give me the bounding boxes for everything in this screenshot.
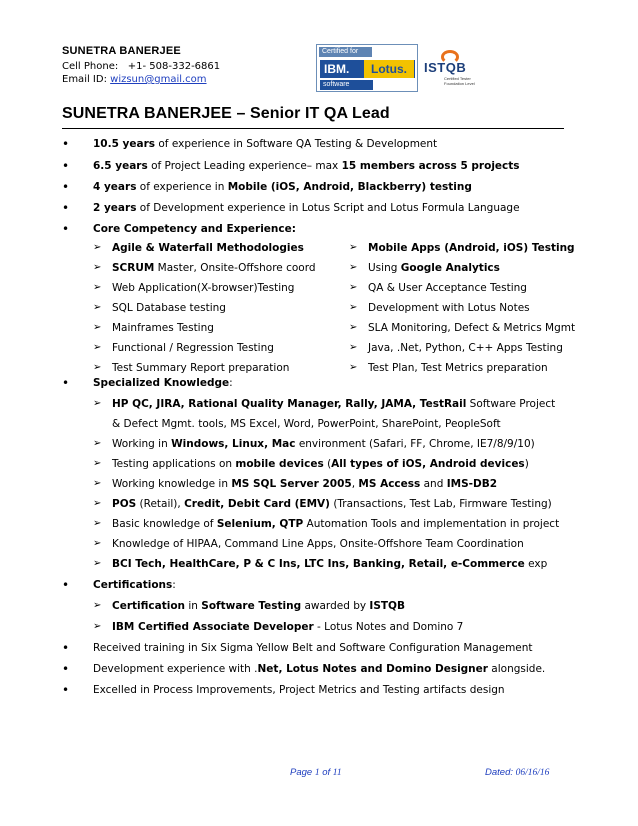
arrow-bullet-icon: ➢ <box>93 398 102 409</box>
title-divider <box>62 128 564 129</box>
competency-text: QA & User Acceptance Testing <box>368 282 527 294</box>
competency-text: Functional / Regression Testing <box>112 342 274 354</box>
spec-bold: HP QC, JIRA, Rational Quality Manager, Rally, JAMA, TestRail <box>112 398 467 410</box>
cert-text: - Lotus Notes and Domino 7 <box>313 621 464 633</box>
bullet-dot-icon: • <box>62 159 70 173</box>
bullet-bold: 2 years <box>93 202 137 214</box>
ibm-certified-text: Certified for <box>319 47 372 57</box>
email-link[interactable]: wizsun@gmail.com <box>110 74 207 85</box>
spec-bold: BCI Tech, HealthCare, P & C Ins, LTC Ins, Banking, Retail, e-Commerce <box>112 558 525 570</box>
cert-bold: Software Testing <box>201 600 302 612</box>
arrow-bullet-icon: ➢ <box>93 302 102 313</box>
cert-bold: Certification <box>112 600 186 612</box>
bullet-text: Excelled in Process Improvements, Project Metrics and Testing artifacts design <box>93 684 505 696</box>
cert-text: in <box>185 600 202 612</box>
bullet-dot-icon: • <box>62 376 70 390</box>
software-text: software <box>320 80 373 90</box>
spec-text: and <box>420 478 447 490</box>
competency-text: SQL Database testing <box>112 302 226 314</box>
bullet-text: of Project Leading experience– max <box>147 160 342 172</box>
spec-bold: IMS-DB2 <box>446 478 498 490</box>
istqb-subtext: Certified Tester Foundation Level <box>444 76 475 86</box>
spec-text: , <box>351 478 359 490</box>
bullet-bold: Specialized Knowledge <box>93 377 230 389</box>
header-name: SUNETRA BANERJEE <box>62 45 181 57</box>
bullet-bold: 6.5 years <box>93 160 148 172</box>
spec-bold: MS SQL Server 2005 <box>231 478 352 490</box>
spec-text: (Transactions, Test Lab, Firmware Testing) <box>329 498 552 510</box>
page-label: Page <box>290 767 315 778</box>
spec-bold: Selenium, QTP <box>216 518 304 530</box>
spec-bold: All types of iOS, Android devices <box>331 458 525 470</box>
bullet-text: of experience in Software QA Testing & Development <box>155 138 438 150</box>
spec-text: Software Project <box>466 398 556 410</box>
cert-bold: IBM Certified Associate Developer <box>112 621 314 633</box>
cert-bold: ISTQB <box>369 600 405 612</box>
phone-label: Cell Phone: <box>62 61 119 72</box>
header-phone <box>62 61 220 72</box>
bullet-bold: Core Competency and Experience: <box>93 223 296 235</box>
arrow-bullet-icon: ➢ <box>349 302 358 313</box>
spec-text: Basic knowledge of <box>112 518 217 530</box>
email-label: Email ID: <box>62 74 107 85</box>
spec-bold: mobile devices <box>235 458 324 470</box>
bullet-dot-icon: • <box>62 180 70 194</box>
header-email <box>62 74 207 85</box>
arrow-bullet-icon: ➢ <box>93 538 102 549</box>
competency-text: Web Application(X-browser)Testing <box>112 282 295 294</box>
cert-text: awarded by <box>301 600 370 612</box>
spec-text: ( <box>323 458 332 470</box>
phone-value: +1- 508-332-6861 <box>127 61 221 72</box>
ibm-lotus-logo <box>316 44 418 92</box>
bullet-bold: Mobile (iOS, Android, Blackberry) testing <box>227 181 472 193</box>
arrow-bullet-icon: ➢ <box>93 621 102 632</box>
bullet-dot-icon: • <box>62 137 70 151</box>
competency-text: Java, .Net, Python, C++ Apps Testing <box>368 342 563 354</box>
bullet-text: Received training in Six Sigma Yellow Belt and Software Configuration Management <box>93 642 533 654</box>
logos <box>316 44 476 94</box>
istqb-text: ISTQB <box>424 60 467 75</box>
bullet-text: : <box>229 377 233 389</box>
arrow-bullet-icon: ➢ <box>93 478 102 489</box>
spec-bold: Windows, Linux, Mac <box>171 438 296 450</box>
arrow-bullet-icon: ➢ <box>93 362 102 373</box>
arrow-bullet-icon: ➢ <box>93 342 102 353</box>
competency-text: Mobile Apps (Android, iOS) Testing <box>368 242 575 254</box>
spec-text: Automation Tools and implementation in project <box>303 518 560 530</box>
competency-text: SCRUM Master, Onsite-Offshore coord <box>112 262 316 274</box>
arrow-bullet-icon: ➢ <box>349 282 358 293</box>
competency-text: Using Google Analytics <box>368 262 500 274</box>
spec-bold: POS <box>112 498 137 510</box>
page-of: of <box>319 767 333 778</box>
ibm-text: IBM. <box>324 62 350 76</box>
bullet-dot-icon: • <box>62 662 70 676</box>
arrow-bullet-icon: ➢ <box>349 342 358 353</box>
bullet-dot-icon: • <box>62 683 70 697</box>
competency-text: Development with Lotus Notes <box>368 302 530 314</box>
spec-text: (Retail), <box>136 498 185 510</box>
spec-text: Knowledge of HIPAA, Command Line Apps, Onsite-Offshore Team Coordination <box>112 538 524 550</box>
bullet-text: of Development experience in Lotus Script and Lotus Formula Language <box>136 202 520 214</box>
lotus-text: Lotus. <box>364 60 414 78</box>
bullet-bold: 10.5 years <box>93 138 156 150</box>
bullet-dot-icon: • <box>62 222 70 236</box>
arrow-bullet-icon: ➢ <box>93 262 102 273</box>
competency-text: SLA Monitoring, Defect & Metrics Mgmt <box>368 322 576 334</box>
dated-value: 06/16/16 <box>515 768 550 778</box>
page-number <box>290 767 342 778</box>
arrow-bullet-icon: ➢ <box>93 242 102 253</box>
bullet-bold: 4 years <box>93 181 137 193</box>
arrow-bullet-icon: ➢ <box>93 458 102 469</box>
page-total: 11 <box>332 768 342 778</box>
spec-bold: Credit, Debit Card (EMV) <box>184 498 330 510</box>
arrow-bullet-icon: ➢ <box>93 518 102 529</box>
arrow-bullet-icon: ➢ <box>93 558 102 569</box>
spec-text: exp <box>524 558 548 570</box>
arrow-bullet-icon: ➢ <box>93 600 102 611</box>
arrow-bullet-icon: ➢ <box>349 262 358 273</box>
competency-text: Test Summary Report preparation <box>112 362 290 374</box>
competency-text: Test Plan, Test Metrics preparation <box>368 362 548 374</box>
competency-text: Agile & Waterfall Methodologies <box>112 242 304 254</box>
spec-text: Working in <box>112 438 172 450</box>
spec-text: environment (Safari, FF, Chrome, IE7/8/9/10) <box>295 438 535 450</box>
arrow-bullet-icon: ➢ <box>93 438 102 449</box>
bullet-dot-icon: • <box>62 641 70 655</box>
bullet-dot-icon: • <box>62 201 70 215</box>
bullet-text: Development experience with . <box>93 663 258 675</box>
competency-text: Mainframes Testing <box>112 322 214 334</box>
bullet-bold: Net, Lotus Notes and Domino Designer <box>257 663 488 675</box>
bullet-bold: 15 members across 5 projects <box>341 160 520 172</box>
arrow-bullet-icon: ➢ <box>349 242 358 253</box>
page-current: 1 <box>314 768 320 778</box>
bullet-dot-icon: • <box>62 578 70 592</box>
bullet-text: alongside. <box>487 663 546 675</box>
bullet-bold: Certifications <box>93 579 173 591</box>
spec-text: ) <box>524 458 529 470</box>
spec-bold: MS Access <box>358 478 421 490</box>
page-title: SUNETRA BANERJEE – Senior IT QA Lead <box>62 105 390 122</box>
dated <box>485 767 549 778</box>
ibm-lotus-brand <box>320 60 415 78</box>
arrow-bullet-icon: ➢ <box>349 362 358 373</box>
spec-item-tools-continued: & Defect Mgmt. tools, MS Excel, Word, PowerPoint, SharePoint, PeopleSoft <box>112 418 501 430</box>
spec-text: Testing applications on <box>112 458 236 470</box>
bullet-text: : <box>172 579 176 591</box>
istqb-logo <box>424 50 478 90</box>
spec-text: Working knowledge in <box>112 478 232 490</box>
arrow-bullet-icon: ➢ <box>349 322 358 333</box>
arrow-bullet-icon: ➢ <box>93 322 102 333</box>
arrow-bullet-icon: ➢ <box>93 282 102 293</box>
dated-label: Dated: <box>485 767 516 778</box>
arrow-bullet-icon: ➢ <box>93 498 102 509</box>
bullet-text: of experience in <box>136 181 228 193</box>
